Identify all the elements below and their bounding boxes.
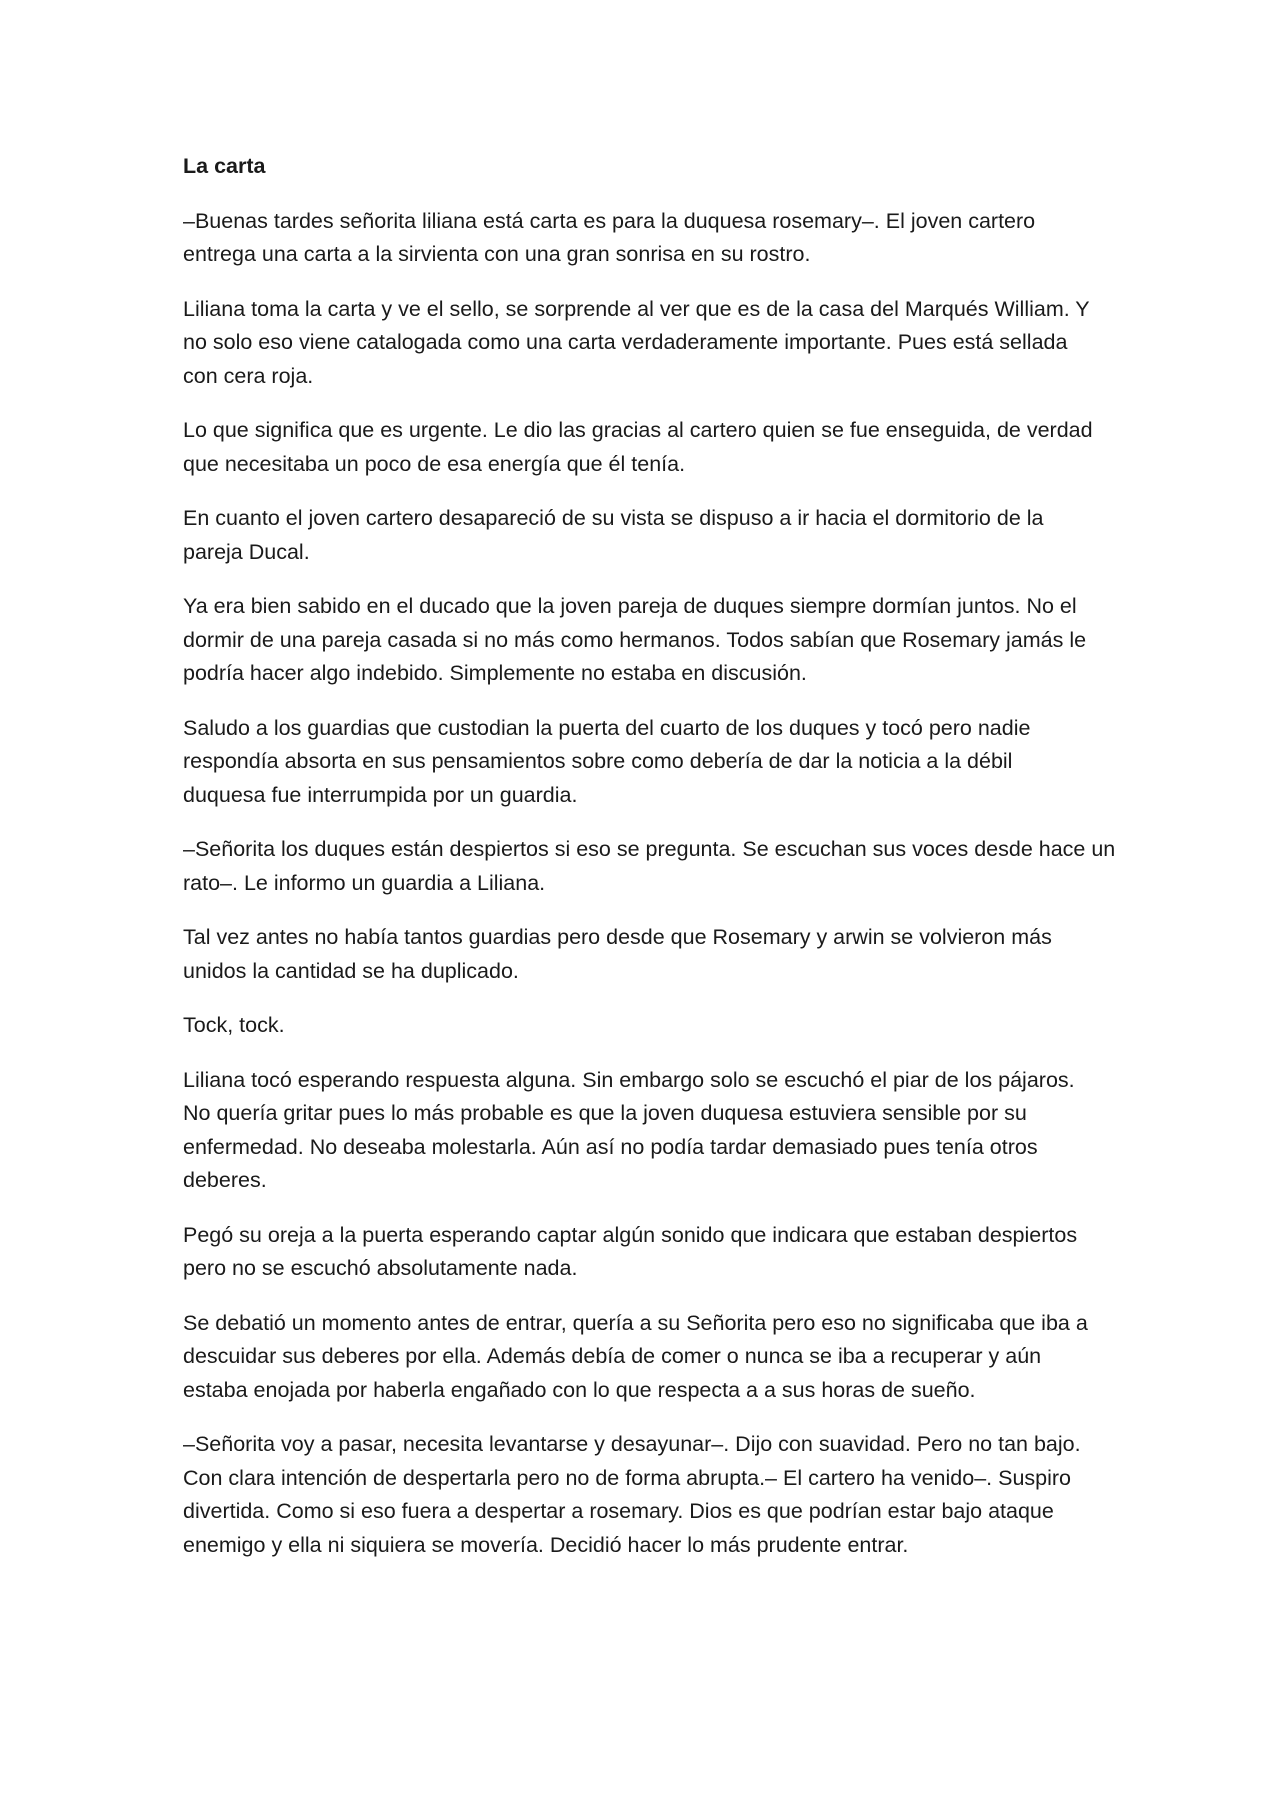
paragraph-line: Ya era bien sabido en el ducado que la joven pareja de duques siempre dormían juntos. No el	[183, 594, 1077, 618]
paragraph-line: pero no se escuchó absolutamente nada.	[183, 1256, 578, 1280]
paragraph-line: Liliana tocó esperando respuesta alguna. Sin embargo solo se escuchó el piar de los pájaros.	[183, 1067, 1075, 1092]
paragraph-line: enfermedad. No deseaba molestarla. Aún así no podía tardar demasiado pues tenía otros	[183, 1134, 1038, 1159]
paragraph-line: pareja Ducal.	[183, 539, 310, 564]
paragraph-line: respondía absorta en sus pensamientos sobre como debería de dar la noticia a la débil	[183, 749, 1013, 773]
document-title: La carta	[183, 154, 266, 178]
paragraph-line: estaba enojada por haberla engañado con lo que respecta a a sus horas de sueño.	[183, 1377, 976, 1402]
paragraph-line: Pegó su oreja a la puerta esperando captar algún sonido que indicara que estaban despiertos	[183, 1222, 1078, 1247]
paragraph-line: Saludo a los guardias que custodian la puerta del cuarto de los duques y tocó pero nadie	[183, 715, 1031, 740]
paragraph-line: no solo eso viene catalogada como una carta verdaderamente importante. Pues está sellada	[183, 330, 1068, 354]
paragraph	[183, 1307, 1103, 1408]
paragraph	[183, 1428, 1103, 1562]
paragraph-line: entrega una carta a la sirvienta con una gran sonrisa en su rostro.	[183, 242, 811, 266]
paragraph	[183, 502, 1103, 569]
paragraph-line: con cera roja.	[183, 363, 314, 388]
paragraph-line: descuidar sus deberes por ella. Además debía de comer o nunca se iba a recuperar y aún	[183, 1344, 1042, 1368]
paragraph-line: duquesa fue interrumpida por un guardia.	[183, 782, 578, 807]
paragraph-line: Con clara intención de despertarla pero no de forma abrupta.– El cartero ha venido–. Suspiro	[183, 1465, 1072, 1490]
paragraph-line: En cuanto el joven cartero desapareció de su vista se dispuso a ir hacia el dormitorio de la	[183, 506, 1044, 530]
paragraph	[183, 1219, 1103, 1286]
paragraph-line: –Buenas tardes señorita liliana está carta es para la duquesa rosemary–. El joven cartero	[183, 208, 1036, 233]
paragraph-line: Tal vez antes no había tantos guardias pero desde que Rosemary y arwin se volvieron más	[183, 925, 1052, 949]
paragraph-line: divertida. Como si eso fuera a despertar a rosemary. Dios es que podrían estar bajo ataque	[183, 1499, 1054, 1523]
paragraph-line: deberes.	[183, 1168, 267, 1192]
paragraph-line: unidos la cantidad se ha duplicado.	[183, 958, 519, 983]
paragraph-line: Lo que significa que es urgente. Le dio las gracias al cartero quien se fue enseguida, de verdad	[183, 418, 1093, 442]
paragraph	[183, 1009, 1103, 1043]
document-body	[183, 150, 1116, 1583]
paragraph-line: enemigo y ella ni siquiera se movería. Decidió hacer lo más prudente entrar.	[183, 1532, 909, 1557]
paragraph-list	[183, 205, 1116, 1563]
paragraph	[183, 712, 1103, 813]
paragraph-line: No quería gritar pues lo más probable es que la joven duquesa estuviera sensible por su	[183, 1101, 1027, 1125]
paragraph	[183, 205, 1103, 272]
paragraph-line: –Señorita voy a pasar, necesita levantarse y desayunar–. Dijo con suavidad. Pero no tan bajo.	[183, 1432, 1081, 1456]
paragraph	[183, 1064, 1103, 1198]
paragraph	[183, 921, 1103, 988]
paragraph	[183, 833, 1116, 900]
paragraph-line: Liliana toma la carta y ve el sello, se sorprende al ver que es de la casa del Marqués William. Y	[183, 296, 1090, 321]
paragraph	[183, 293, 1103, 394]
paragraph-line: rato–. Le informo un guardia a Liliana.	[183, 870, 546, 895]
paragraph	[183, 414, 1103, 481]
paragraph-line: Se debatió un momento antes de entrar, quería a su Señorita pero eso no significaba que iba a	[183, 1310, 1088, 1335]
paragraph-line: Tock, tock.	[183, 1013, 285, 1037]
paragraph	[183, 590, 1103, 691]
paragraph-line: podría hacer algo indebido. Simplemente no estaba en discusión.	[183, 661, 807, 685]
paragraph-line: dormir de una pareja casada si no más como hermanos. Todos sabían que Rosemary jamás le	[183, 627, 1087, 652]
paragraph-line: –Señorita los duques están despiertos si eso se pregunta. Se escuchan sus voces desde hace un	[183, 837, 1116, 861]
paragraph-line: que necesitaba un poco de esa energía que él tenía.	[183, 451, 686, 476]
